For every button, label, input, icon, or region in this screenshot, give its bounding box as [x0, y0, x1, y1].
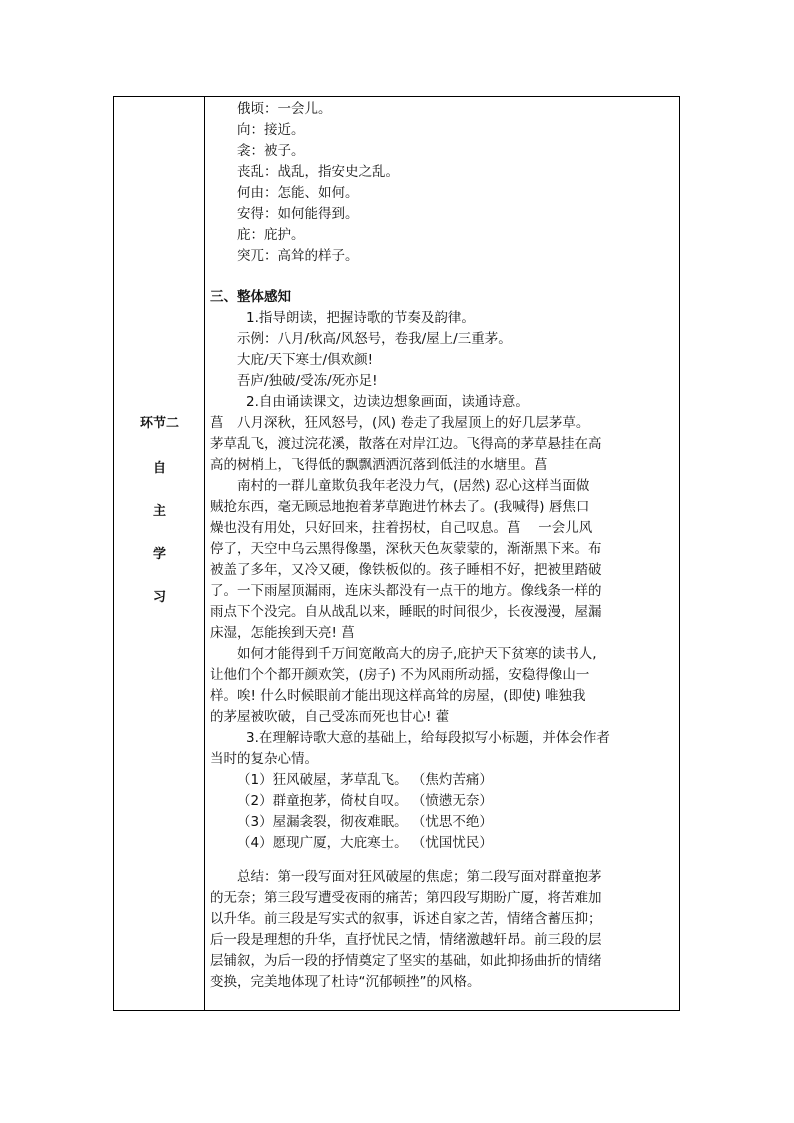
- paragraph-line: 菖 八月深秋，狂风怒号，(风) 卷走了我屋顶上的好几层茅草。: [210, 415, 590, 431]
- example-line: 吾庐/独破/受冻/死亦足!: [237, 373, 378, 389]
- step-3-cont: 当时的复杂心情。: [210, 751, 318, 767]
- summary-line: 的无奈；第三段写遭受夜雨的痛苦；第四段写期盼广厦，将苦难加: [210, 890, 602, 906]
- paragraph-line: 高的树梢上，飞得低的飘飘洒洒沉落到低洼的水塘里。菖: [210, 457, 548, 473]
- vocab-item: 向：接近。: [237, 122, 305, 138]
- paragraph-line: 茅草乱飞，渡过浣花溪，散落在对岸江边。飞得高的茅草悬挂在高: [210, 436, 602, 452]
- vocab-item: 何由：怎能、如何。: [237, 185, 359, 201]
- section-char-2: 主: [152, 504, 166, 519]
- paragraph-line: 贼抢东西，毫无顾忌地抱着茅草跑进竹林去了。(我喊得) 唇焦口: [210, 499, 590, 515]
- section-char-1: 自: [152, 461, 166, 476]
- paragraph-line: 南村的一群儿童欺负我年老没力气，(居然) 忍心这样当面做: [237, 478, 590, 494]
- summary-line: 后一段是理想的升华，直抒忧民之情，情绪激越轩昂。前三段的层: [210, 932, 602, 948]
- title-item: （2）群童抱茅，倚杖自叹。 （愤懑无奈）: [237, 793, 493, 809]
- summary-line: 以升华。前三段是写实式的叙事，诉述自家之苦，情绪含蓄压抑；: [210, 911, 602, 927]
- example-line: 大庇/天下寒士/俱欢颜!: [237, 352, 374, 368]
- paragraph-line: 雨点下个没完。自从战乱以来，睡眠的时间很少，长夜漫漫，屋漏: [210, 604, 602, 620]
- vocab-item: 安得：如何能得到。: [237, 206, 359, 222]
- section-char-4: 习: [152, 590, 166, 605]
- paragraph-line: 样。唉! 什么时候眼前才能出现这样高耸的房屋，(即使) 唯独我: [210, 688, 586, 704]
- paragraph-line: 停了，天空中乌云黑得像墨，深秋天色灰蒙蒙的，渐渐黑下来。布: [210, 541, 602, 557]
- paragraph-line: 如何才能得到千万间宽敞高大的房子,庇护天下贫寒的读书人,: [237, 646, 597, 662]
- title-item: （3）屋漏衾裂，彻夜难眠。 （忧思不绝）: [237, 814, 493, 830]
- step-2: 2.自由诵读课文，边读边想象画面，读通诗意。: [246, 394, 529, 410]
- summary-line: 层铺叙，为后一段的抒情奠定了坚实的基础，如此抑扬曲折的情绪: [210, 953, 602, 969]
- title-item: （4）愿现广厦，大庇寒士。 （忧国忧民）: [237, 835, 493, 851]
- section-label-cell: [114, 97, 205, 1010]
- section-char-3: 学: [152, 547, 166, 562]
- paragraph-line: 床湿，怎能挨到天亮! 菖: [210, 625, 355, 641]
- paragraph-line: 让他们个个都开颜欢笑，(房子) 不为风雨所动摇，安稳得像山一: [210, 667, 590, 683]
- summary-line: 总结：第一段写面对狂风破屋的焦虑；第二段写面对群童抱茅: [237, 869, 602, 885]
- title-item: （1）狂风破屋，茅草乱飞。 （焦灼苦痛）: [237, 772, 493, 788]
- vocab-item: 突兀：高耸的样子。: [237, 248, 359, 264]
- vocab-item: 丧乱：战乱，指安史之乱。: [237, 164, 399, 180]
- paragraph-line: 燥也没有用处，只好回来，拄着拐杖，自己叹息。菖 一会儿风: [210, 520, 593, 536]
- paragraph-line: 了。一下雨屋顶漏雨，连床头都没有一点干的地方。像线条一样的: [210, 583, 602, 599]
- vocab-item: 俄顷：一会儿。: [237, 101, 332, 117]
- vocab-item: 衾：被子。: [237, 143, 305, 159]
- section-title: 环节二: [139, 416, 179, 431]
- section-heading: 三、整体感知: [210, 289, 291, 305]
- paragraph-line: 被盖了多年，又冷又硬，像铁板似的。孩子睡相不好，把被里踏破: [210, 562, 602, 578]
- step-3: 3.在理解诗歌大意的基础上，给每段拟写小标题，并体会作者: [246, 730, 610, 746]
- paragraph-line: 的茅屋被吹破，自己受冻而死也甘心! 藿: [210, 709, 450, 725]
- example-line: 示例：八月/秋高/风怒号，卷我/屋上/三重茅。: [237, 331, 512, 347]
- summary-line: 变换，完美地体现了杜诗“沉郁顿挫”的风格。: [210, 974, 481, 990]
- vocab-item: 庇：庇护。: [237, 227, 305, 243]
- lesson-table: [113, 96, 680, 1011]
- step-1: 1.指导朗读，把握诗歌的节奏及韵律。: [246, 310, 475, 326]
